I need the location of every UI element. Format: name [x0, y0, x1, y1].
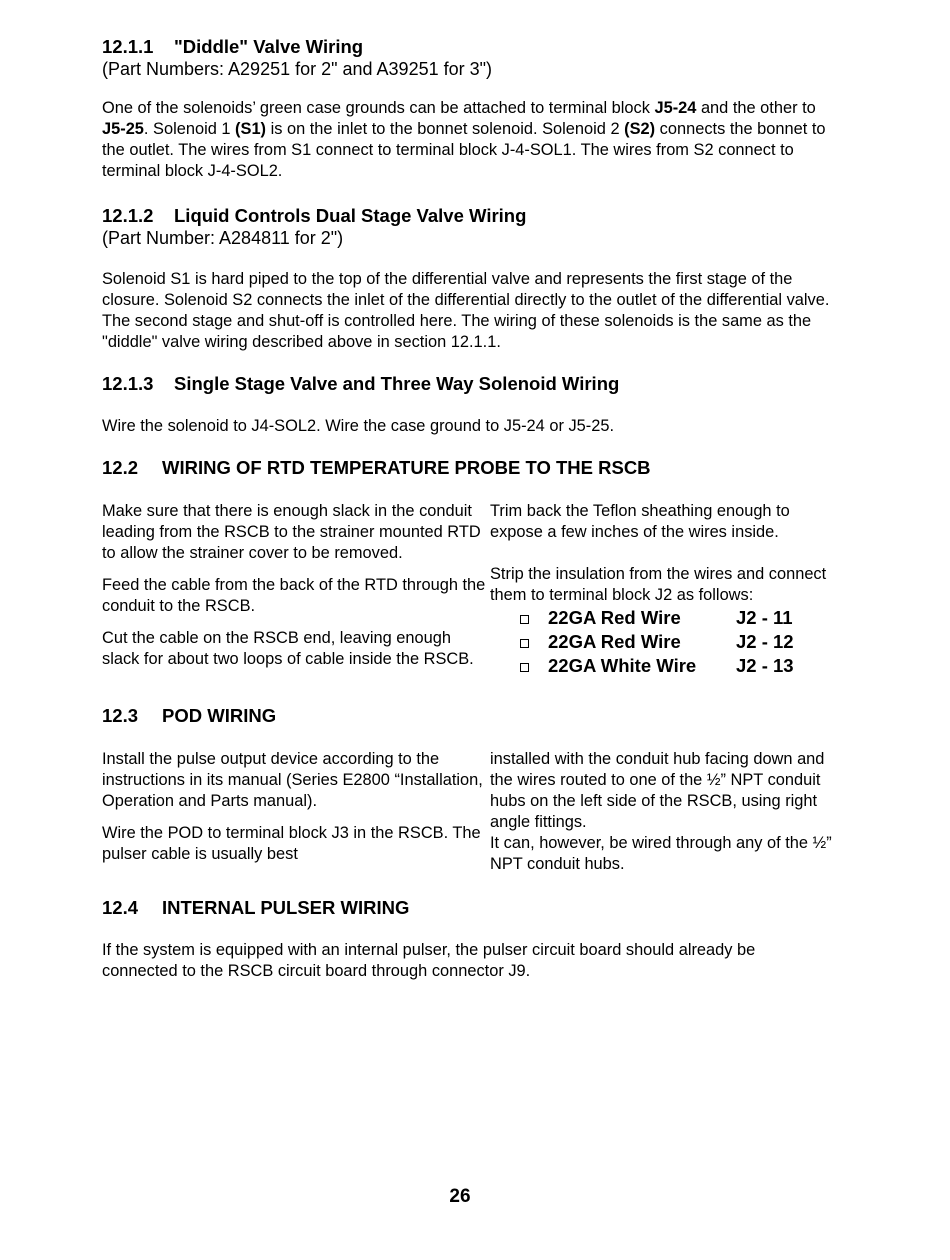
pod-wire-paragraph: Wire the POD to terminal block J3 in the RSCB. The pulser cable is usually best: [102, 824, 481, 863]
section-12-1-2-body: Solenoid S1 is hard piped to the top of the differential valve and represents the first stage of the closure. Solenoid S2 connects the inlet of the differential directly to the outlet of the differential valve. The second stage and shut-off is controlled here. The wiring of these solenoids is the same as the "diddle" valve wiring described above in section 12.1.1.: [102, 270, 830, 351]
section-heading-12-4: 12.4 INTERNAL PULSER WIRING: [102, 897, 410, 918]
list-item: 22GA White Wire J2 - 13: [520, 654, 832, 678]
pod-hub-paragraph: installed with the conduit hub facing down and the wires routed to one of the ½” NPT conduit hubs on the left side of the RSCB, using right angle fittings.: [490, 750, 825, 831]
rtd-slack-paragraph: Make sure that there is enough slack in the conduit leading from the RSCB to the strainer mounted RTD to allow the strainer cover to be removed.: [102, 502, 481, 562]
rtd-feed-paragraph: Feed the cable from the back of the RTD through the conduit to the RSCB.: [102, 576, 486, 615]
pod-alternative-paragraph: It can, however, be wired through any of the ½” NPT conduit hubs.: [490, 834, 832, 873]
wire-list: [520, 606, 832, 678]
section-heading-12-2: 12.2 WIRING OF RTD TEMPERATURE PROBE TO THE RSCB: [102, 457, 651, 478]
section-heading-12-1-3: 12.1.3 Single Stage Valve and Three Way Solenoid Wiring: [102, 373, 620, 394]
right-column: [490, 501, 832, 681]
checkbox-bullet-icon: [520, 615, 529, 624]
section-12-3-columns: [102, 749, 832, 876]
rtd-cut-paragraph: Cut the cable on the RSCB end, leaving enough slack for about two loops of cable inside the RSCB.: [102, 629, 474, 668]
left-column: [102, 501, 490, 681]
strip-paragraph: Strip the insulation from the wires and connect them to terminal block J2 as follows:: [490, 565, 827, 604]
section-12-2-columns: [102, 501, 832, 681]
document-page: [102, 36, 832, 982]
right-column: [490, 749, 832, 876]
pod-install-paragraph: Install the pulse output device according to the instructions in its manual (Series E2800 “Installation, Operation and Parts manual).: [102, 750, 483, 810]
page-number: 26: [449, 1186, 471, 1207]
left-column: [102, 749, 490, 876]
checkbox-bullet-icon: [520, 639, 529, 648]
list-item: 22GA Red Wire J2 - 11: [520, 606, 832, 630]
section-heading-12-1-2: 12.1.2 Liquid Controls Dual Stage Valve Wiring: [102, 205, 527, 226]
section-12-1-1-body: One of the solenoids’ green case grounds can be attached to terminal block J5-24 and the other to J5-25. Solenoid 1 (S1) is on the inlet to the bonnet solenoid. Solenoid 2 (S2) connects the bonnet to the outlet. The wires from S1 connect to terminal block J-4-SOL1. The wires from S2 connect to terminal block J-4-SOL2.: [102, 99, 826, 180]
section-heading-12-1-1: 12.1.1 "Diddle" Valve Wiring: [102, 36, 364, 57]
part-numbers: (Part Numbers: A29251 for 2" and A39251 for 3"): [102, 59, 493, 79]
section-12-4-body: If the system is equipped with an internal pulser, the pulser circuit board should already be connected to the RSCB circuit board through connector J9.: [102, 941, 756, 980]
trim-paragraph: Trim back the Teflon sheathing enough to expose a few inches of the wires inside.: [490, 502, 790, 541]
section-heading-12-3: 12.3 POD WIRING: [102, 705, 277, 726]
part-number: (Part Number: A284811 for 2"): [102, 228, 344, 248]
checkbox-bullet-icon: [520, 663, 529, 672]
list-item: 22GA Red Wire J2 - 12: [520, 630, 832, 654]
section-12-1-3-body: Wire the solenoid to J4-SOL2. Wire the case ground to J5-24 or J5-25.: [102, 417, 615, 435]
